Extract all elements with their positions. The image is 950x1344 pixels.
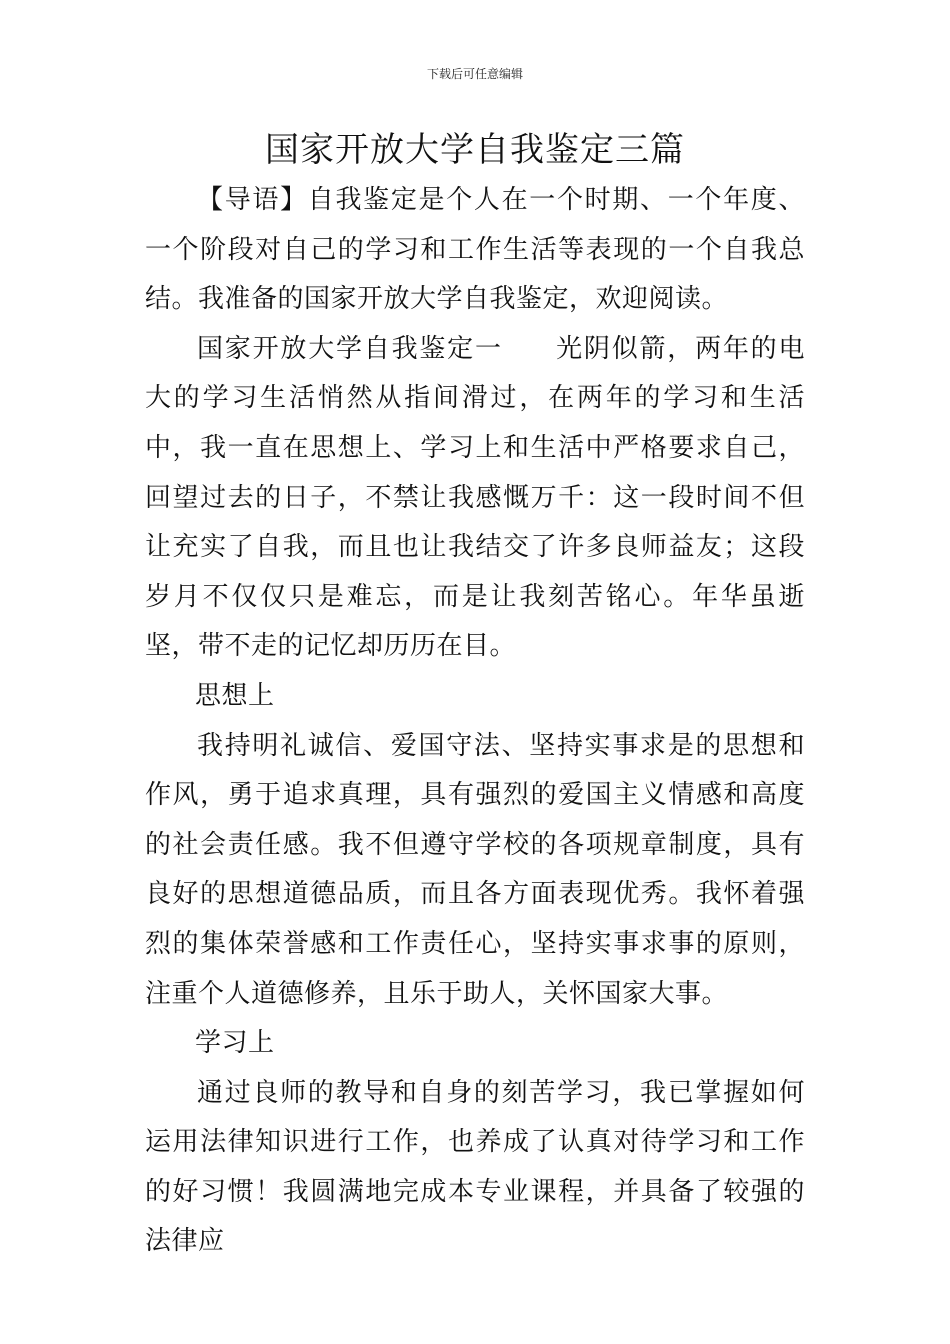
study-paragraph: 通过良师的教导和自身的刻苦学习，我已掌握如何运用法律知识进行工作，也养成了认真对待学习和工作的好习惯！我圆满地完成本专业课程，并具备了较强的法律应 <box>145 1077 805 1257</box>
section-1-text: 光阴似箭，两年的电大的学习生活悄然从指间滑过，在两年的学习和生活中，我一直在思想上、学习上和生活中严格要求自己，回望过去的日子，不禁让我感慨万千：这一段时间不但让充实了自我，而且也让我结交了许多良师益友；这段岁月不仅仅只是难忘，而是让我刻苦铭心。年华虽逝坚，带不走的记忆却历历在目。 <box>145 333 805 662</box>
thought-heading: 思想上 <box>195 680 275 711</box>
intro-paragraph: 【导语】自我鉴定是个人在一个时期、一个年度、一个阶段对自己的学习和工作生活等表现的一个自我总结。我准备的国家开放大学自我鉴定，欢迎阅读。 <box>145 185 805 315</box>
document-body <box>145 176 805 1267</box>
thought-paragraph: 我持明礼诚信、爱国守法、坚持实事求是的思想和作风，勇于追求真理，具有强烈的爱国主义情感和高度的社会责任感。我不但遵守学校的各项规章制度，具有良好的思想道德品质，而且各方面表现优秀。我怀着强烈的集体荣誉感和工作责任心，坚持实事求事的原则，注重个人道德修养，且乐于助人，关怀国家大事。 <box>145 730 805 1009</box>
document-title: 国家开放大学自我鉴定三篇 <box>265 130 685 170</box>
header-note: 下载后可任意编辑 <box>426 67 523 81</box>
section-1-paragraph <box>145 325 805 672</box>
study-heading: 学习上 <box>195 1028 275 1059</box>
section-1-heading: 国家开放大学自我鉴定一 <box>197 333 503 364</box>
